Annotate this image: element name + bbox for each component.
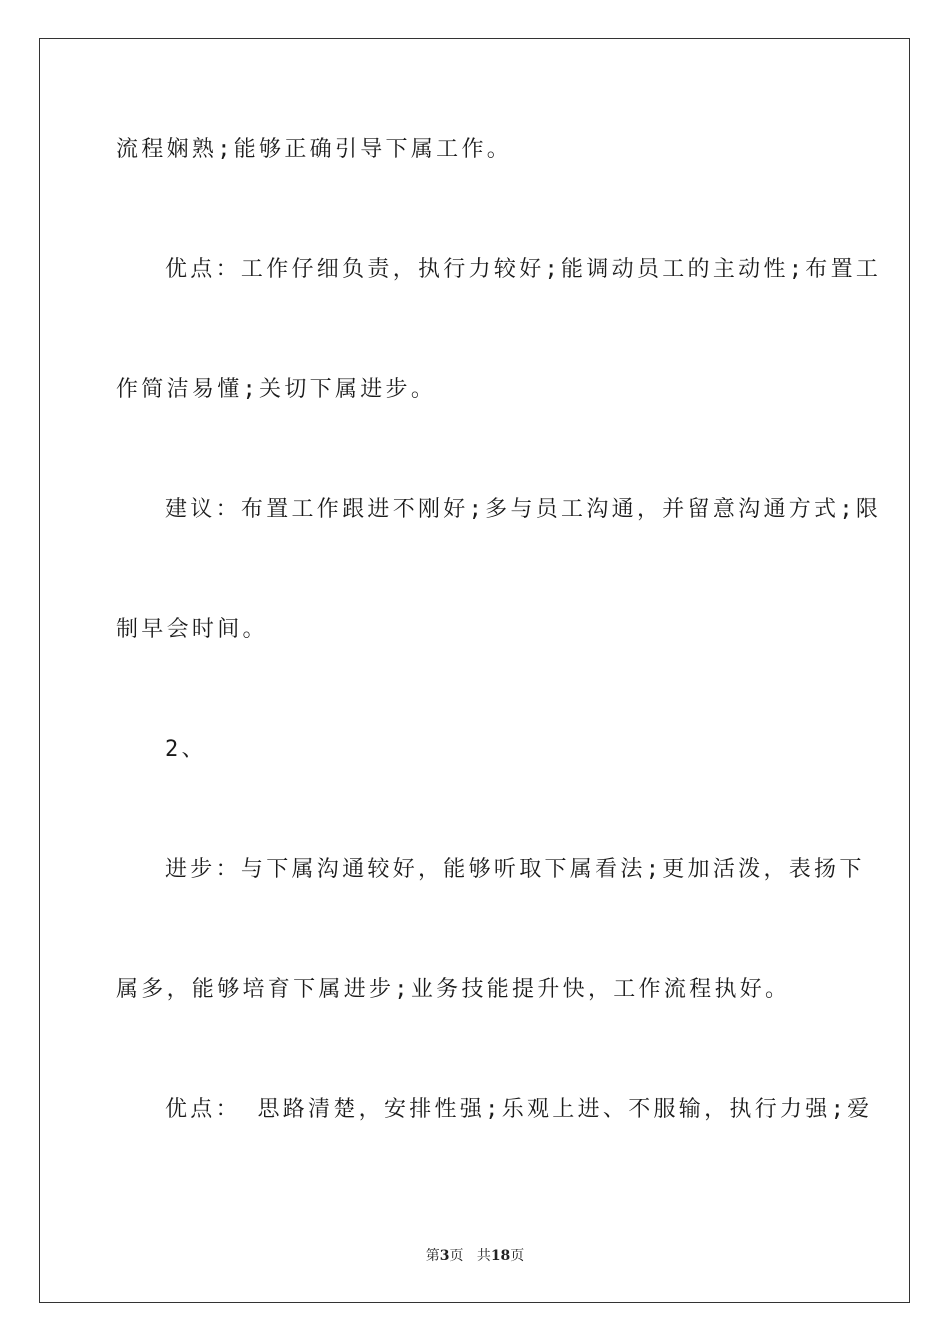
body-text-line: 建议：布置工作跟进不刚好;多与员工沟通，并留意沟通方式;限 (165, 497, 882, 522)
body-text-line: 进步：与下属沟通较好，能够听取下属看法;更加活泼，表扬下 (165, 857, 865, 882)
body-text-line: 优点：工作仔细负责，执行力较好;能调动员工的主动性;布置工 (165, 257, 882, 282)
total-prefix: 共 (476, 1248, 491, 1264)
page-suffix: 页 (449, 1248, 464, 1264)
list-number: 2、 (165, 737, 207, 762)
page-number: 3 (439, 1248, 450, 1264)
total-suffix: 页 (510, 1248, 525, 1264)
body-text-line: 制早会时间。 (116, 617, 268, 642)
body-text-line: 属多，能够培育下属进步;业务技能提升快，工作流程执好。 (116, 977, 791, 1002)
body-text-line: 流程娴熟;能够正确引导下属工作。 (116, 137, 513, 162)
body-text-line: 优点： 思路清楚，安排性强;乐观上进、不服输，执行力强;爱 (165, 1097, 873, 1122)
page-prefix: 第 (425, 1248, 440, 1264)
body-text-line: 作简洁易懂;关切下属进步。 (116, 377, 437, 402)
total-pages: 18 (490, 1248, 511, 1264)
page-footer (0, 1247, 950, 1265)
